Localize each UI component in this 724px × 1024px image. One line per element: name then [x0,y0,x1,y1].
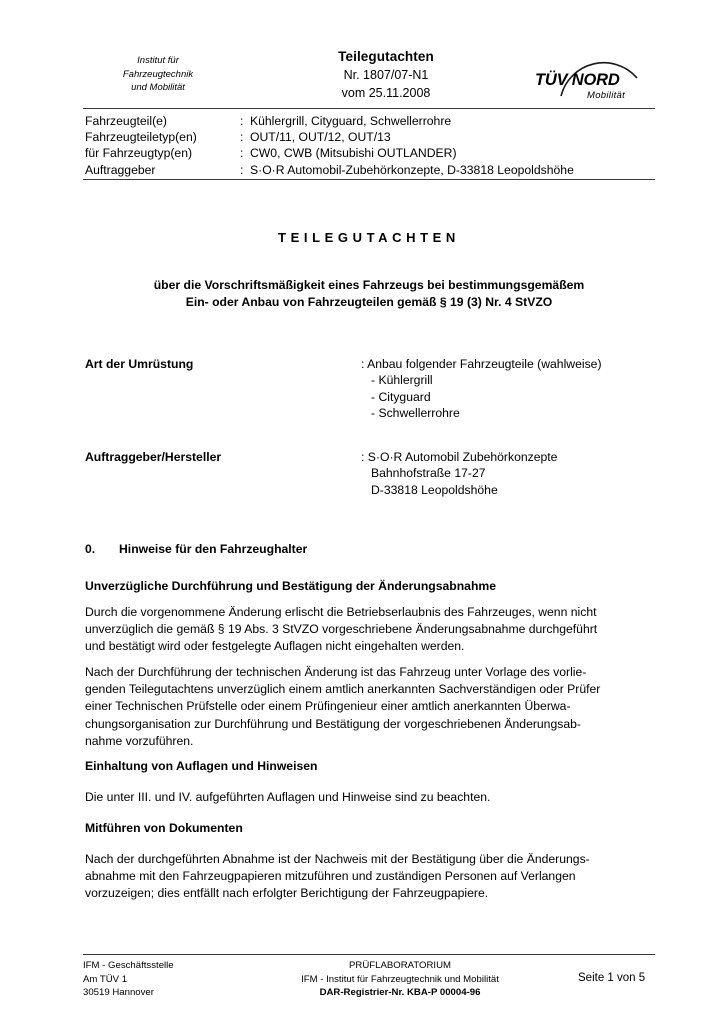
paragraph-line: Die unter III. und IV. aufgeführten Auflagen und Hinweise sind zu beachten. [85,790,491,804]
footer-lab-info [235,959,565,1000]
row-value: CW0, CWB (Mitsubishi OUTLANDER) [250,146,457,161]
logo-wordmark: TÜV NORD [535,71,620,89]
table-row [85,145,660,161]
paragraph-nach-der-durchfuehrung [85,664,660,750]
subheading-einhaltung-von-auflagen: Einhaltung von Auflagen und Hinweisen [85,759,318,773]
row-colon: : [240,146,244,161]
document-main-title: TEILEGUTACHTEN [278,230,460,245]
footer-address-line-2: Am TÜV 1 [83,973,128,985]
field-value [361,356,661,421]
document-footer [83,959,658,1009]
document-header [83,46,655,104]
field-value-line: - Cityguard [371,389,431,404]
footer-address [83,959,174,1000]
footer-address-line-3: 30519 Hannover [83,987,154,998]
field-value-line: : S·O·R Automobil Zubehörkonzepte [361,450,558,464]
institute-line-2: Fahrzeugtechnik [122,68,194,80]
institute-line-3: und Mobilität [131,82,185,93]
field-value-line: - Schwellerrohre [371,405,460,420]
footer-lab-title: PRÜFLABORATORIUM [349,960,451,971]
paragraph-nach-der-durchgefuehrten-abnahme [85,851,660,903]
row-value: Kühlergrill, Cityguard, Schwellerrohre [250,114,452,128]
page-title: Teilegutachten [338,49,434,64]
footer-address-line-1: IFM - Geschäftsstelle [83,960,174,971]
report-date: vom 25.11.2008 [341,86,431,100]
vehicle-part-table [85,113,660,178]
institute-line-1: Institut für [137,55,179,66]
table-row [85,113,660,129]
row-value: S·O·R Automobil-Zubehörkonzepte, D-33818 Leopoldshöhe [250,162,574,177]
row-label: Fahrzeugteiletyp(en) [85,130,197,145]
paragraph-durch-die-vorgenommene [85,604,660,656]
row-label: Auftraggeber [85,162,156,177]
field-value-line: - Kühlergrill [371,373,433,388]
row-colon: : [240,130,244,145]
field-value-line: : Anbau folgender Fahrzeugteile (wahlweise) [361,357,602,371]
paragraph-line: unverzüglich die gemäß § 19 Abs. 3 StVZO vorgeschriebene Änderungsabnahme durchgeführt [85,622,598,637]
subheading-mitfuehren-von-dokumenten: Mitführen von Dokumenten [85,821,243,835]
row-colon: : [240,114,244,128]
paragraph-line: chungsorganisation zur Durchführung und Bestätigung der vorgeschriebenen Änderungsab- [85,716,581,731]
tuev-nord-logo [511,46,655,104]
table-row [85,162,660,178]
header-divider-top [83,108,655,109]
paragraph-line: Nach der durchgeführten Abnahme ist der Nachweis mit der Bestätigung über die Änderungs- [85,852,590,866]
header-divider-bottom [83,179,655,180]
field-label: Auftraggeber/Hersteller [85,450,222,464]
paragraph-line: abnahme mit den Fahrzeugpapieren mitzuführen und zuständigen Personen auf Verlangen [85,869,576,884]
paragraph-line: und bestätigt wird oder festgelegte Auflagen nicht eingehalten werden. [85,639,465,654]
paragraph-line: Durch die vorgenommene Änderung erlischt die Betriebserlaubnis des Fahrzeuges, wenn nicht [85,605,597,619]
logo-tagline: Mobilität [587,90,626,101]
paragraph-line: nahme vorzuführen. [85,733,194,748]
page-number: Seite 1 von 5 [578,972,646,984]
row-label: Fahrzeugteil(e) [85,114,167,128]
table-row [85,129,660,145]
document-subtitle-line-2: Ein- oder Anbau von Fahrzeugteilen gemäß § 19 (3) Nr. 4 StVZO [185,295,553,309]
report-number: Nr. 1807/07-N1 [343,68,429,82]
row-label: für Fahrzeugtyp(en) [85,146,193,161]
paragraph-line: Nach der Durchführung der technischen Änderung ist das Fahrzeug unter Vorlage des vorlie- [85,665,587,679]
institute-name [83,54,233,95]
field-value [361,449,661,498]
paragraph-line: genden Teilegutachtens unverzüglich einem amtlich anerkannten Sachverständigen oder Prüfer [85,682,601,697]
field-label: Art der Umrüstung [85,357,194,371]
footer-divider [83,954,655,955]
row-value: OUT/11, OUT/12, OUT/13 [250,130,391,145]
section-title: Hinweise für den Fahrzeughalter [119,542,308,556]
subheading-unverzuegliche-durchfuehrung: Unverzügliche Durchführung und Bestätigung der Änderungsabnahme [85,579,497,593]
paragraph-line: einer Technischen Prüfstelle oder einem Prüfingenieur einer amtlich anerkannten Überwa- [85,699,571,714]
paragraph-die-unter [85,789,660,806]
footer-dar-registration: DAR-Registrier-Nr. KBA-P 00004-96 [319,987,481,998]
field-value-line: D-33818 Leopoldshöhe [371,482,498,497]
section-number: 0. [85,542,96,556]
footer-lab-institute: IFM - Institut für Fahrzeugtechnik und Mobilität [301,973,499,985]
field-value-line: Bahnhofstraße 17-27 [371,466,486,481]
document-subtitle [93,277,645,311]
header-title-block [271,48,501,102]
document-subtitle-line-1: über die Vorschriftsmäßigkeit eines Fahrzeugs bei bestimmungsgemäßem [153,278,585,292]
paragraph-line: vorzuzeigen; dies entfällt nach erfolgter Berichtigung der Fahrzeugpapiere. [85,886,489,901]
row-colon: : [240,162,244,177]
